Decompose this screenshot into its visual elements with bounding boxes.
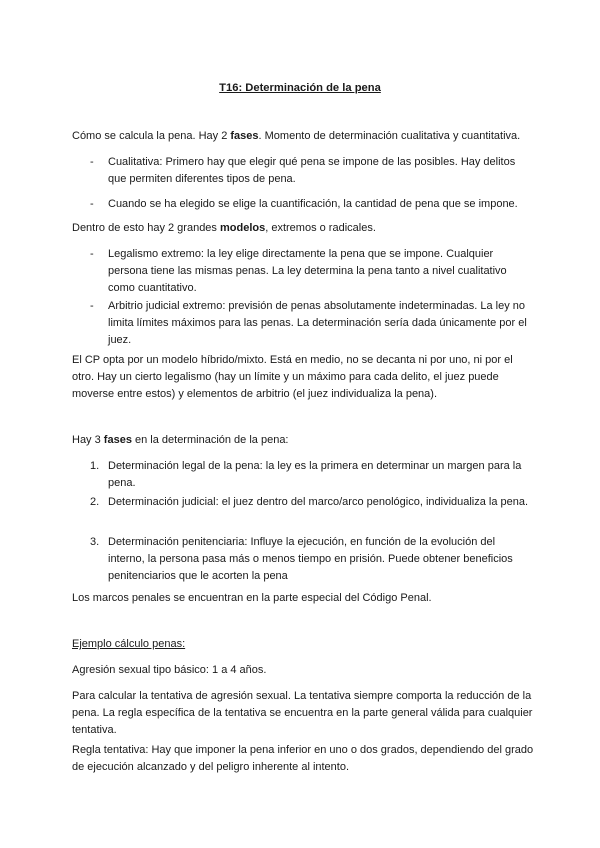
list-item-text: Legalismo extremo: la ley elige directamente la pena que se impone. Cualquier persona tiene las mismas penas. La ley determina la pena tanto a nivel cualitativo como cuantitativo.	[108, 248, 507, 294]
list-item	[90, 246, 530, 297]
paragraph-modelos-intro	[72, 220, 534, 237]
document-title: T16: Determinación de la pena	[219, 82, 381, 94]
text: Cómo se calcula la pena. Hay 2	[72, 130, 231, 142]
paragraph-fases-intro	[72, 128, 534, 145]
list-item-text: Cuando se ha elegido se elige la cuantificación, la cantidad de pena que se impone.	[108, 198, 518, 210]
bold-term: fases	[103, 434, 132, 446]
list-item	[90, 298, 530, 349]
text: en la determinación de la pena:	[131, 434, 289, 446]
list-number: 2.	[90, 496, 100, 508]
list-item	[90, 196, 530, 213]
text: Hay 3	[72, 434, 104, 446]
list-item-text: Determinación legal de la pena: la ley es la primera en determinar un margen para la pena.	[108, 460, 522, 489]
paragraph-tres-fases	[72, 432, 534, 449]
bold-term: modelos	[219, 222, 266, 234]
list-item-text: Determinación penitenciaria: Influye la ejecución, en función de la evolución del interno, la persona pasa más o menos tiempo en prisión. Puede obtener beneficios penitenciarios que le acorten la pena	[108, 536, 513, 582]
list-marker: -	[90, 198, 94, 210]
list-number: 3.	[90, 536, 100, 548]
list-item	[90, 154, 530, 188]
paragraph-tentativa: Para calcular la tentativa de agresión sexual. La tentativa siempre comporta la reducción de la pena. La regla específica de la tentativa se encuentra en la parte general válida para cualquier tentativa.	[72, 690, 533, 736]
paragraph-marcos-penales: Los marcos penales se encuentran en la parte especial del Código Penal.	[72, 592, 432, 604]
numbered-item	[90, 534, 530, 585]
list-item-text: Cualitativa: Primero hay que elegir qué pena se impone de las posibles. Hay delitos que permiten diferentes tipos de pena.	[108, 156, 516, 185]
list-item-text: Determinación judicial: el juez dentro del marco/arco penológico, individualiza la pena.	[108, 496, 529, 508]
paragraph-agresion-tipo: Agresión sexual tipo básico: 1 a 4 años.	[72, 664, 267, 676]
list-marker: -	[90, 300, 94, 312]
bold-term: fases	[230, 130, 259, 142]
text: Dentro de esto hay 2 grandes	[72, 222, 220, 234]
numbered-item	[90, 458, 530, 492]
list-marker: -	[90, 156, 94, 168]
numbered-item	[90, 494, 530, 511]
section-heading-ejemplo: Ejemplo cálculo penas:	[72, 638, 186, 650]
list-marker: -	[90, 248, 94, 260]
list-item-text: Arbitrio judicial extremo: previsión de penas absolutamente indeterminadas. La ley no limita límites máximos para las penas. La determinación sería dada únicamente por el juez.	[108, 300, 527, 346]
text: , extremos o radicales.	[265, 222, 376, 234]
paragraph-regla-tentativa: Regla tentativa: Hay que imponer la pena inferior en uno o dos grados, dependiendo del grado de ejecución alcanzado y del peligro inherente al intento.	[72, 744, 534, 773]
text: . Momento de determinación cualitativa y cuantitativa.	[258, 130, 521, 142]
paragraph-cp-modelo: El CP opta por un modelo híbrido/mixto. Está en medio, no se decanta ni por uno, ni por el otro. Hay un cierto legalismo (hay un límite y un máximo para cada delito, el juez puede moverse entre estos) y elementos de arbitrio (el juez individualiza la pena).	[72, 354, 513, 400]
list-number: 1.	[90, 460, 100, 472]
